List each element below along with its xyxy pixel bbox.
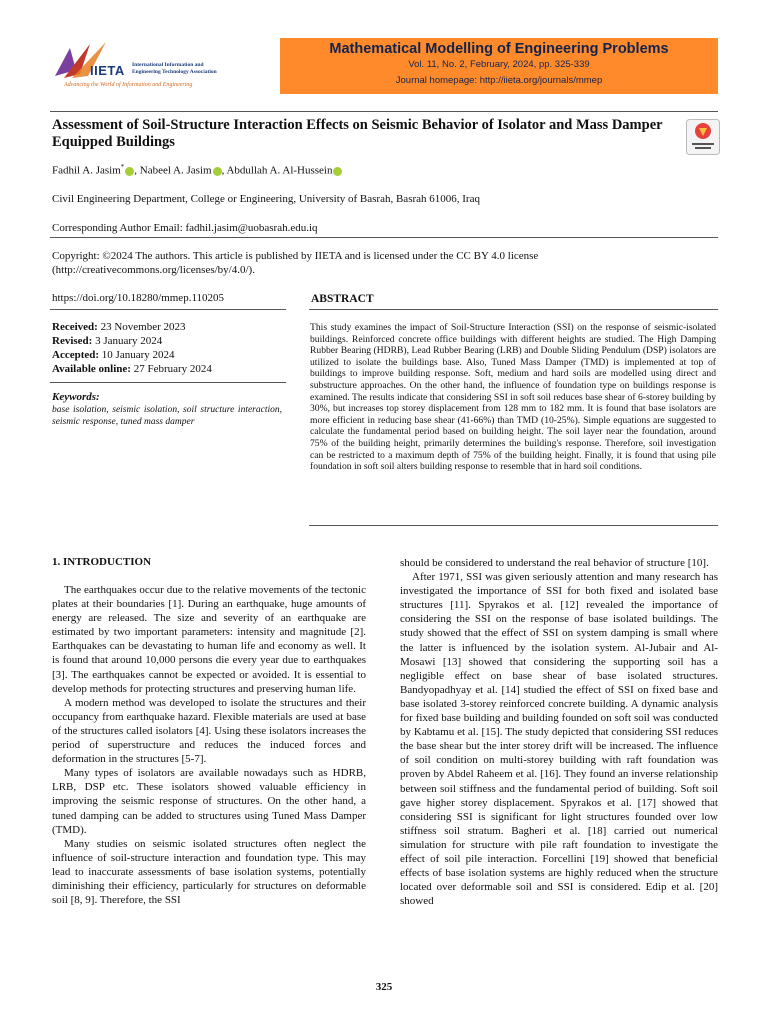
journal-banner	[280, 38, 718, 94]
authors	[52, 163, 342, 177]
corresponding-author-mark: *	[120, 163, 125, 171]
divider	[50, 111, 718, 112]
copyright-notice: Copyright: ©2024 The authors. This article is published by IIETA and is licensed under the CC BY 4.0 license (http://creativecommons.org/licenses/by/4.0/).	[52, 250, 539, 276]
section-heading: 1. INTRODUCTION	[52, 556, 152, 568]
affiliation: Civil Engineering Department, College or Engineering, University of Basrah, Basrah 61006, Iraq	[52, 193, 480, 205]
journal-homepage-link[interactable]: Journal homepage: http://iieta.org/journals/mmep	[395, 75, 603, 86]
doi-link[interactable]: https://doi.org/10.18280/mmep.110205	[52, 292, 225, 304]
body-column-left	[52, 583, 366, 907]
body-column-right	[400, 556, 718, 908]
accepted-date: Accepted: 10 January 2024	[52, 349, 175, 361]
publisher-logo-name: IIETA	[90, 63, 125, 78]
corresponding-email[interactable]: Corresponding Author Email: fadhil.jasim@uobasrah.edu.iq	[52, 222, 318, 234]
orcid-icon[interactable]	[333, 167, 342, 176]
journal-volume: Vol. 11, No. 2, February, 2024, pp. 325-339	[408, 59, 590, 70]
check-for-updates-icon[interactable]	[686, 119, 720, 155]
divider	[50, 237, 718, 238]
revised-date: Revised: 3 January 2024	[52, 335, 163, 347]
paragraph: A modern method was developed to isolate the structures and their occupancy from earthquake hazard. Flexible materials are used at base of the structures called isolators [4]. Using these isolators increases the period of superstructure and reduces the induced forces and deformation in the structures [5-7].	[52, 696, 366, 766]
paragraph: After 1971, SSI was given seriously attention and many research has investigated the importance of SSI for both fixed and isolated base structures [11]. Spyrakos et al. [12] revealed the importance of considering the SSI on the response of base isolated buildings. The study showed that the effect of SSI on system damping is small where the latter is influenced by the isolation system. Al-Jubair and Al-Mosawi [13] showed that considering the supporting soil has a negligible effect on base shear of base isolated structures. Bandyopadhyay et al. [14] studied the effect of SSI on fixed base and base isolated 3-storey reinforced concrete building. A dynamic analysis for fixed base building and building founded on soft soil was conducted by Kabtamu et al. [15]. The study depicted that considering SSI reduces the base shear but the inter storey drift will be increased. The influence of soil condition on multi-storey building with raft foundation was proven by Abdel Raheem et al. [16]. They found an inverse relationship between soil stiffness and the fundamental period of building. Soft soil gave higher storey displacement. Spyrakos et al. [17] showed that considering SSI is significant for light structures founded over low stiffness soil stratum. Bagheri et al. [18] carried out numerical simulation for structure with pile raft foundation to investigate the effect of soil pile interaction. Forcellini [19] showed that beneficial effects of base isolation systems are highly reduced when the structure located over deformable soil and SSI is considered. Edip et al. [20] showed	[400, 571, 718, 908]
divider	[309, 525, 718, 526]
divider	[50, 309, 286, 310]
online-date: Available online: 27 February 2024	[52, 363, 212, 375]
journal-title: Mathematical Modelling of Engineering Problems	[329, 41, 669, 57]
paragraph: Many types of isolators are available nowadays such as HDRB, LRB, DSP etc. These isolators showed valuable efficiency in improving the seismic response of structures. On the other hand, a tuned damping can be added to structures using Tuned Mass Damper (TMD).	[52, 767, 366, 836]
received-date: Received: 23 November 2023	[52, 321, 186, 333]
keywords-heading: Keywords:	[52, 391, 100, 403]
orcid-icon[interactable]	[125, 167, 134, 176]
page-number: 325	[375, 981, 393, 993]
paragraph: The earthquakes occur due to the relative movements of the tectonic plates at their boundaries [1]. During an earthquake, huge amounts of energy are released. The size and severity of an earthquake are estimated by two important parameters: intensity and magnitude [2]. Earthquakes can be devastating to human life and economy as well. It is found that around 10,000 persons die every year due to earthquakes [3]. The earthquakes cannot be expected or avoided. It is essential to develop methods for protecting structures and preserving human life.	[52, 584, 366, 695]
divider	[50, 382, 286, 383]
paper-title: Assessment of Soil-Structure Interaction Effects on Seismic Behavior of Isolator and Mass Damper Equipped Buildings	[52, 117, 663, 150]
keywords-list: base isolation, seismic isolation, soil structure interaction, seismic response, tuned mass damper	[52, 405, 282, 427]
author-name: , Nabeel A. Jasim	[134, 164, 212, 177]
abstract-text: This study examines the impact of Soil-Structure Interaction (SSI) on the response of seismic-isolated buildings. Reinforced concrete office buildings with different heights are studied. The High Damping Rubber Bearing (HDRB), Lead Rubber Bearing (LRB) and Double Sliding Pendulum (DSP) isolators are utilized to isolate the buildings base. Also, Tuned Mass Damper (TMD) is implemented at top of buildings to improve building response. Soft, medium and hard soils are modelled using direct and substructure approaches. On the other hand, the influence of foundation type on buildings response is examined. The results indicate that considering SSI in soft soil reduces base shear of 6-storey building by 30%, but increases top storey displacement from 128 mm to 182 mm. It is found that base isolators are more efficient in reducing base shear (41-66%) than TMD (10-25%). Simple equations are suggested to calculate the fundamental period based on building height. The soil layer near the foundation, around 75% of the building height, primarily determines the building's response. Therefore, soil investigation can be restricted to a maximum depth of 75% of the building height. Finally, it is found that using pile foundation in soft soil alters building response to resemble that in hard soil conditions.	[310, 322, 716, 473]
publisher-full-name: International Information and Engineering Technology Association	[132, 62, 217, 75]
author-name: Fadhil A. Jasim	[52, 164, 121, 177]
paragraph: Many studies on seismic isolated structures often neglect the influence of soil-structure interaction and foundation type. This may lead to inaccurate assessments of base isolation systems, potentially diminishing their efficiency, particularly for structures on deformable soil [8, 9]. Therefore, the SSI	[52, 837, 366, 907]
publisher-tagline: Advancing the World of Information and Engineering	[64, 82, 193, 88]
orcid-icon[interactable]	[213, 167, 222, 176]
author-name: , Abdullah A. Al-Hussein	[221, 164, 333, 177]
paragraph: should be considered to understand the real behavior of structure [10].	[400, 557, 709, 569]
abstract-heading: ABSTRACT	[311, 293, 374, 305]
article-dates	[52, 320, 212, 376]
divider	[309, 309, 718, 310]
